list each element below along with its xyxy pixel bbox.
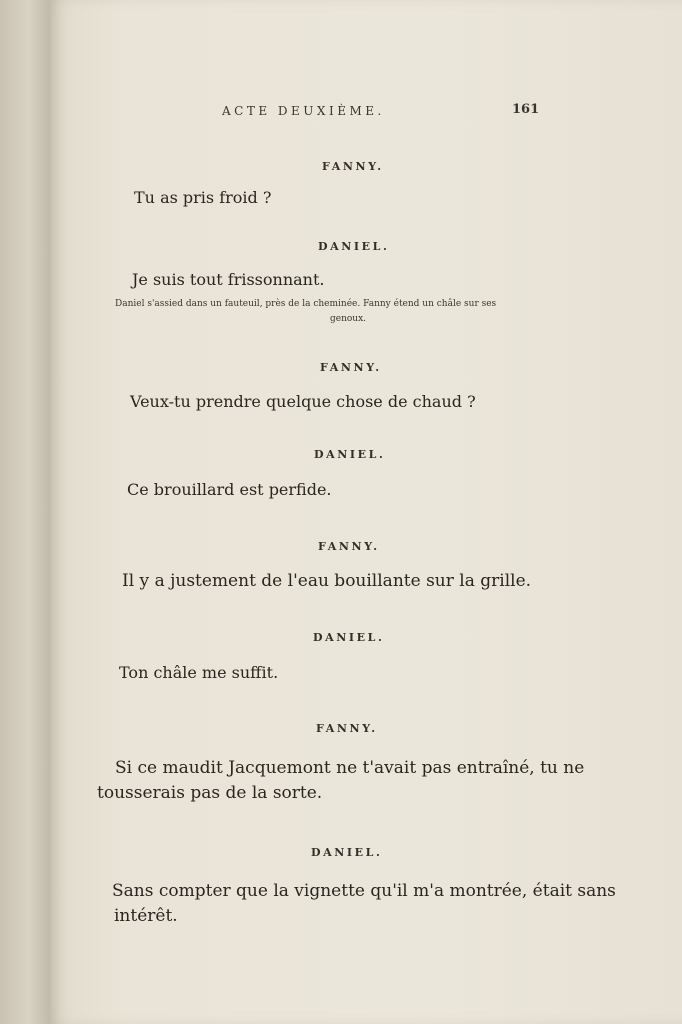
stage-direction: genoux. (330, 314, 367, 324)
dialogue-line: Ce brouillard est perfide. (127, 480, 332, 499)
dialogue-line: intérêt. (114, 906, 178, 926)
speaker-name: FANNY. (318, 540, 380, 553)
speaker-name: DANIEL. (318, 240, 390, 253)
dialogue-line: tousserais pas de la sorte. (97, 783, 323, 803)
speaker-name: FANNY. (316, 722, 378, 735)
speaker-name: DANIEL. (311, 846, 383, 859)
dialogue-line: Veux-tu prendre quelque chose de chaud ? (130, 392, 476, 411)
page-number: 161 (512, 102, 540, 117)
speaker-name: FANNY. (320, 361, 382, 374)
dialogue-line: Sans compter que la vignette qu'il m'a montrée, était sans (112, 881, 616, 901)
dialogue-line: Si ce maudit Jacquemont ne t'avait pas entraîné, tu ne (115, 758, 585, 778)
speaker-name: FANNY. (322, 160, 384, 173)
dialogue-line: Je suis tout frissonnant. (132, 270, 325, 289)
page-edge (0, 0, 52, 1024)
book-page (50, 0, 682, 1024)
dialogue-line: Il y a justement de l'eau bouillante sur la grille. (122, 571, 532, 591)
stage-direction: Daniel s'assied dans un fauteuil, près de la cheminée. Fanny étend un châle sur ses (115, 299, 497, 309)
dialogue-line: Ton châle me suffit. (119, 663, 279, 682)
dialogue-line: Tu as pris froid ? (134, 188, 272, 207)
speaker-name: DANIEL. (313, 631, 385, 644)
speaker-name: DANIEL. (314, 448, 386, 461)
running-header: ACTE DEUXIÈME. (222, 104, 385, 118)
